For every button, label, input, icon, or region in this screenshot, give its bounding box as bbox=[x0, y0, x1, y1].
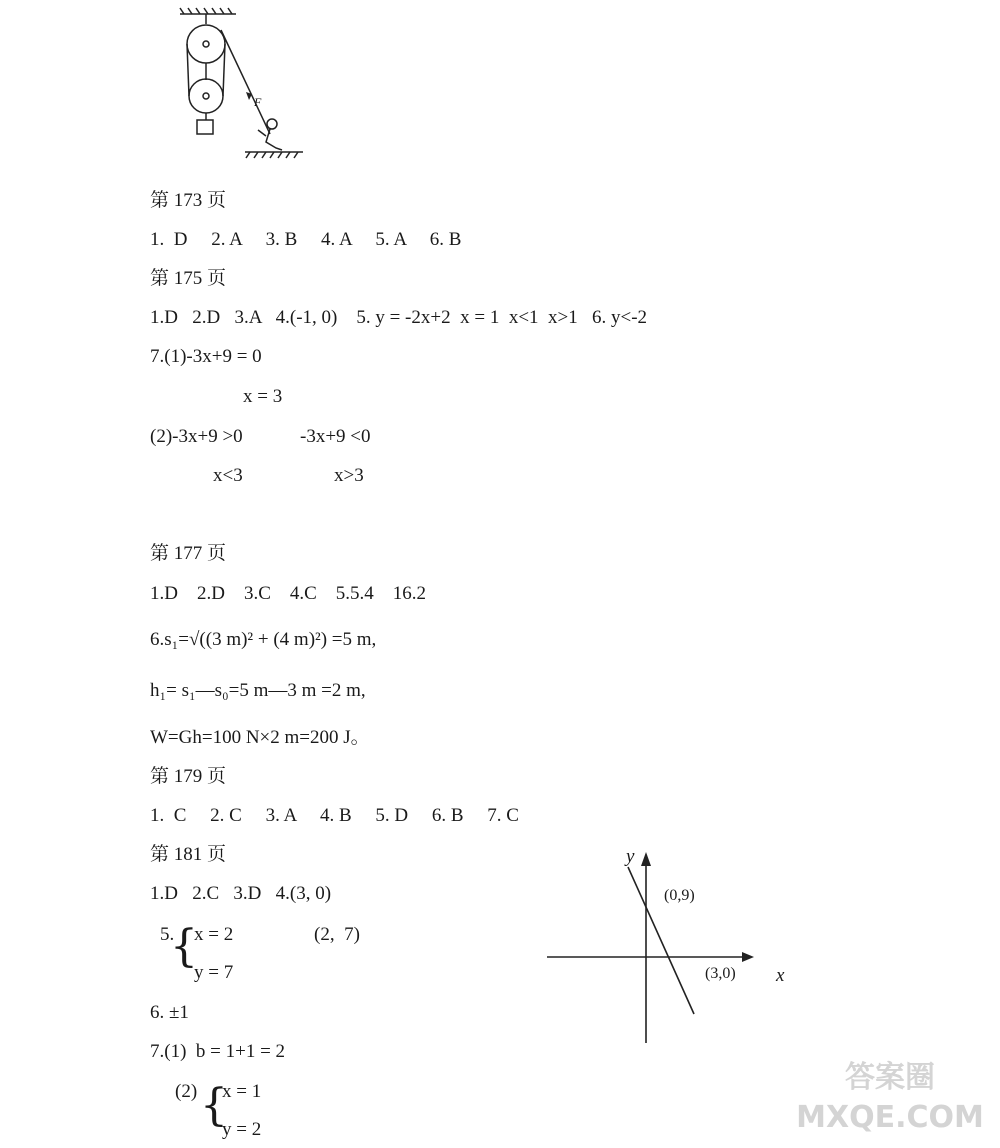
graph-y-label: y bbox=[626, 846, 635, 867]
page-175-q7-2a: (2)-3x+9 >0 bbox=[150, 426, 243, 447]
graph-point-top: (0,9) bbox=[664, 887, 695, 904]
brace-icon: { bbox=[170, 921, 198, 972]
y-axis-arrow-icon bbox=[641, 852, 651, 866]
graph-x-label: x bbox=[776, 965, 785, 986]
page-175-q7-1b: x = 3 bbox=[243, 386, 283, 407]
watermark: 答案圈 MXQE.COM bbox=[796, 1060, 984, 1135]
page-177-q6c: W=Gh=100 N×2 m=200 J。 bbox=[150, 727, 370, 748]
force-label: F bbox=[254, 95, 262, 109]
page-181-line1: 1.D 2.C 3.D 4.(3, 0) bbox=[150, 883, 332, 904]
page-175-q7-2b: -3x+9 <0 bbox=[300, 426, 371, 447]
page-173-title: 第 173 页 bbox=[150, 190, 227, 211]
page-181-q6: 6. ±1 bbox=[150, 1002, 189, 1023]
page-181-q7-2-label: (2) bbox=[175, 1081, 198, 1102]
graph-point-right: (3,0) bbox=[705, 965, 736, 982]
page-181-q7-2-x: x = 1 bbox=[222, 1081, 262, 1102]
page-181-q7-1: 7.(1) b = 1+1 = 2 bbox=[150, 1041, 286, 1062]
page-177-q6a: 6.s₁=√((3 m)² + (4 m)²) =5 m, bbox=[150, 629, 377, 650]
brace-icon: { bbox=[200, 1080, 228, 1131]
page-179-answers: 1. C 2. C 3. A 4. B 5. D 6. B 7. C bbox=[150, 805, 519, 826]
page-175-q7-2c: x<3 bbox=[213, 465, 243, 486]
page-181-q7-2-y: y = 2 bbox=[222, 1119, 262, 1140]
page-181-q5-x: x = 2 bbox=[194, 924, 234, 945]
page-173-answers: 1. D 2. A 3. B 4. A 5. A 6. B bbox=[150, 229, 462, 250]
page-175-title: 第 175 页 bbox=[150, 268, 227, 289]
page-175-line1: 1.D 2.D 3.A 4.(-1, 0) 5. y = -2x+2 x = 1 x<1 x>1 6. y<-2 bbox=[150, 307, 648, 328]
page-179-title: 第 179 页 bbox=[150, 766, 227, 787]
page-175-q7-2d: x>3 bbox=[334, 465, 364, 486]
page-181-q5-point: (2, 7) bbox=[314, 924, 360, 945]
x-axis-arrow-icon bbox=[742, 952, 754, 962]
page-181-title: 第 181 页 bbox=[150, 844, 227, 865]
page-177-title: 第 177 页 bbox=[150, 543, 227, 564]
page-177-answers: 1.D 2.D 3.C 4.C 5.5.4 16.2 bbox=[150, 583, 427, 604]
page-175-q7-1a: 7.(1)-3x+9 = 0 bbox=[150, 346, 262, 367]
page-181-q5-y: y = 7 bbox=[194, 962, 234, 983]
page-181-q5-label: 5. bbox=[160, 924, 175, 945]
page-177-q6b: h₁= s₁—s₀=5 m—3 m =2 m, bbox=[150, 680, 366, 701]
